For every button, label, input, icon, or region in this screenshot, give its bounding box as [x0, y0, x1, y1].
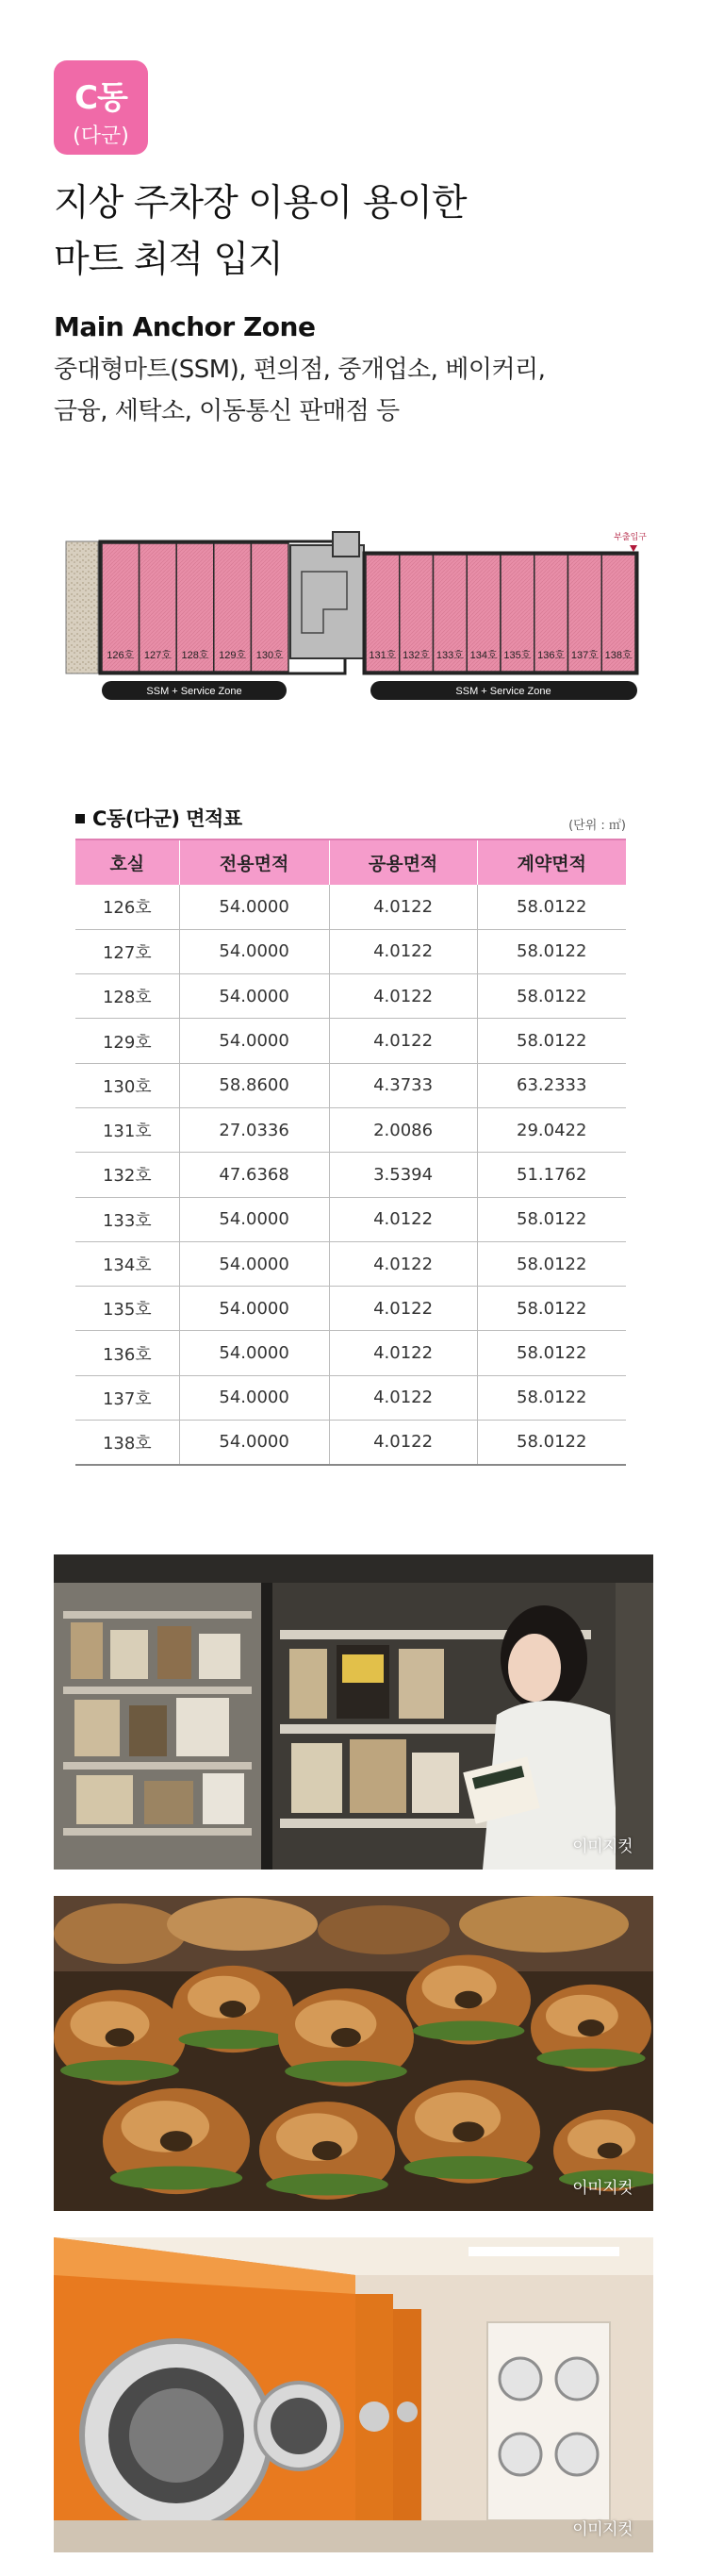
table-row	[75, 1375, 626, 1420]
supermarket-photo	[54, 1554, 653, 1870]
table-cell: 4.0122	[329, 929, 477, 973]
unit-label: 132호	[403, 650, 431, 661]
table-cell: 4.0122	[329, 1375, 477, 1420]
table-row	[75, 1331, 626, 1375]
table-cell: 54.0000	[179, 1019, 329, 1063]
table-cell: 4.0122	[329, 974, 477, 1019]
bagel-lettuce	[536, 2049, 645, 2068]
table-cell: 54.0000	[179, 1241, 329, 1286]
zone-title: Main Anchor Zone	[54, 311, 316, 342]
zone-desc-line-1: 중대형마트(SSM), 편의점, 중개업소, 베이커리,	[54, 356, 546, 384]
area-table-title	[75, 804, 242, 832]
table-row	[75, 1019, 626, 1063]
table-cell: 126호	[75, 885, 179, 929]
floor-plan-drawing	[64, 524, 649, 704]
badge-group-label: (다군)	[73, 125, 129, 148]
unit-label: 138호	[604, 650, 633, 661]
table-cell: 4.0122	[329, 1421, 477, 1465]
table-row	[75, 1153, 626, 1197]
square-bullet-icon	[75, 814, 85, 823]
table-row	[75, 1197, 626, 1241]
table-cell: 54.0000	[179, 1331, 329, 1375]
bagel-lettuce	[266, 2173, 388, 2195]
table-cell: 3.5394	[329, 1153, 477, 1197]
table-cell: 51.1762	[477, 1153, 626, 1197]
photo-caption: 이미지컷	[572, 2179, 633, 2198]
table-cell: 4.0122	[329, 1287, 477, 1331]
bagel-hole	[578, 2019, 604, 2036]
supermarket-photo-art	[54, 1554, 653, 1870]
bagel-hole	[452, 2121, 484, 2141]
table-row	[75, 974, 626, 1019]
table-row	[75, 1107, 626, 1152]
left-zone-label: SSM + Service Zone	[146, 686, 242, 697]
table-cell: 29.0422	[477, 1107, 626, 1152]
page-headline	[54, 175, 467, 289]
unit-label: 137호	[570, 650, 599, 661]
table-row	[75, 1063, 626, 1107]
bagel-photo-art	[54, 1896, 653, 2211]
floor-plan	[64, 524, 649, 704]
table-row	[75, 929, 626, 973]
table-cell: 2.0086	[329, 1107, 477, 1152]
table-cell: 54.0000	[179, 929, 329, 973]
unit-label: 135호	[503, 650, 532, 661]
table-cell: 54.0000	[179, 885, 329, 929]
table-cell: 54.0000	[179, 1197, 329, 1241]
unit-label: 129호	[219, 650, 247, 661]
table-cell: 58.0122	[477, 1375, 626, 1420]
table-cell: 137호	[75, 1375, 179, 1420]
bagel-hole	[220, 2001, 246, 2018]
table-cell: 54.0000	[179, 1375, 329, 1420]
laundromat-photo	[54, 2237, 653, 2552]
exit-label: 부출입구	[614, 532, 647, 541]
unit-label: 130호	[255, 650, 284, 661]
bagel-hole	[598, 2143, 622, 2159]
table-cell: 54.0000	[179, 1421, 329, 1465]
table-cell: 58.0122	[477, 1197, 626, 1241]
table-cell: 127호	[75, 929, 179, 973]
table-row	[75, 1421, 626, 1465]
table-cell: 133호	[75, 1197, 179, 1241]
unit-label: 133호	[436, 650, 464, 661]
table-row	[75, 1287, 626, 1331]
table-cell: 58.0122	[477, 1421, 626, 1465]
table-cell: 4.0122	[329, 1241, 477, 1286]
bagel-hole	[160, 2131, 192, 2152]
laundromat-photo-art	[54, 2237, 653, 2552]
table-cell: 4.0122	[329, 885, 477, 929]
table-cell: 58.0122	[477, 1331, 626, 1375]
bagel-lettuce	[60, 2060, 179, 2081]
headline-line-2: 마트 최적 입지	[54, 239, 283, 281]
right-zone-label: SSM + Service Zone	[455, 686, 551, 697]
table-cell: 54.0000	[179, 1287, 329, 1331]
table-cell: 136호	[75, 1331, 179, 1375]
table-cell: 138호	[75, 1421, 179, 1465]
column-header: 전용면적	[179, 839, 329, 885]
table-cell: 47.6368	[179, 1153, 329, 1197]
table-cell: 58.0122	[477, 929, 626, 973]
table-cell: 135호	[75, 1287, 179, 1331]
column-header: 계약면적	[477, 839, 626, 885]
bagel-hole	[312, 2141, 342, 2160]
photo-caption: 이미지컷	[572, 2520, 633, 2539]
building-badge	[54, 60, 148, 155]
badge-building-label: C동	[74, 79, 127, 117]
bagel-lettuce	[178, 2030, 287, 2049]
photo-caption: 이미지컷	[572, 1837, 633, 1856]
table-cell: 63.2333	[477, 1063, 626, 1107]
column-header: 호실	[75, 839, 179, 885]
zone-description	[54, 349, 545, 432]
table-cell: 4.0122	[329, 1331, 477, 1375]
table-cell: 131호	[75, 1107, 179, 1152]
bagel-lettuce	[413, 2020, 525, 2040]
table-cell: 27.0336	[179, 1107, 329, 1152]
column-header: 공용면적	[329, 839, 477, 885]
bagel-hole	[331, 2028, 361, 2047]
table-cell: 130호	[75, 1063, 179, 1107]
headline-line-1: 지상 주차장 이용이 용이한	[54, 182, 467, 224]
unit-label: 131호	[369, 650, 397, 661]
table-cell: 129호	[75, 1019, 179, 1063]
table-cell: 58.0122	[477, 1241, 626, 1286]
table-cell: 58.0122	[477, 1287, 626, 1331]
table-cell: 132호	[75, 1153, 179, 1197]
table-cell: 4.0122	[329, 1019, 477, 1063]
table-cell: 4.0122	[329, 1197, 477, 1241]
table-cell: 58.0122	[477, 885, 626, 929]
core-top-block	[333, 532, 359, 557]
table-row	[75, 885, 626, 929]
unit-label: 136호	[537, 650, 566, 661]
table-cell: 134호	[75, 1241, 179, 1286]
stone-wall-block	[66, 541, 98, 673]
bagel-bakery-photo	[54, 1896, 653, 2211]
bagel-lettuce	[285, 2060, 407, 2082]
bagel-lettuce	[110, 2167, 242, 2190]
unit-label: 126호	[107, 650, 135, 661]
table-cell: 58.0122	[477, 1019, 626, 1063]
table-cell: 58.0122	[477, 974, 626, 1019]
table-cell: 4.3733	[329, 1063, 477, 1107]
unit-label: 128호	[181, 650, 209, 661]
unit-label: 127호	[143, 650, 172, 661]
bagel-hole	[454, 1991, 482, 2008]
exit-arrow-icon	[630, 545, 637, 552]
table-cell: 58.8600	[179, 1063, 329, 1107]
area-table	[75, 839, 626, 1466]
area-table-title-text: C동(다군) 면적표	[92, 807, 242, 830]
table-cell: 128호	[75, 974, 179, 1019]
zone-desc-line-2: 금융, 세탁소, 이동통신 판매점 등	[54, 397, 400, 425]
table-header-row	[75, 839, 626, 885]
area-table-unit: (단위 : ㎡)	[568, 819, 626, 833]
bagel-lettuce	[404, 2156, 534, 2179]
unit-label: 134호	[469, 650, 498, 661]
table-row	[75, 1241, 626, 1286]
bagel-hole	[106, 2028, 135, 2047]
table-cell: 54.0000	[179, 974, 329, 1019]
